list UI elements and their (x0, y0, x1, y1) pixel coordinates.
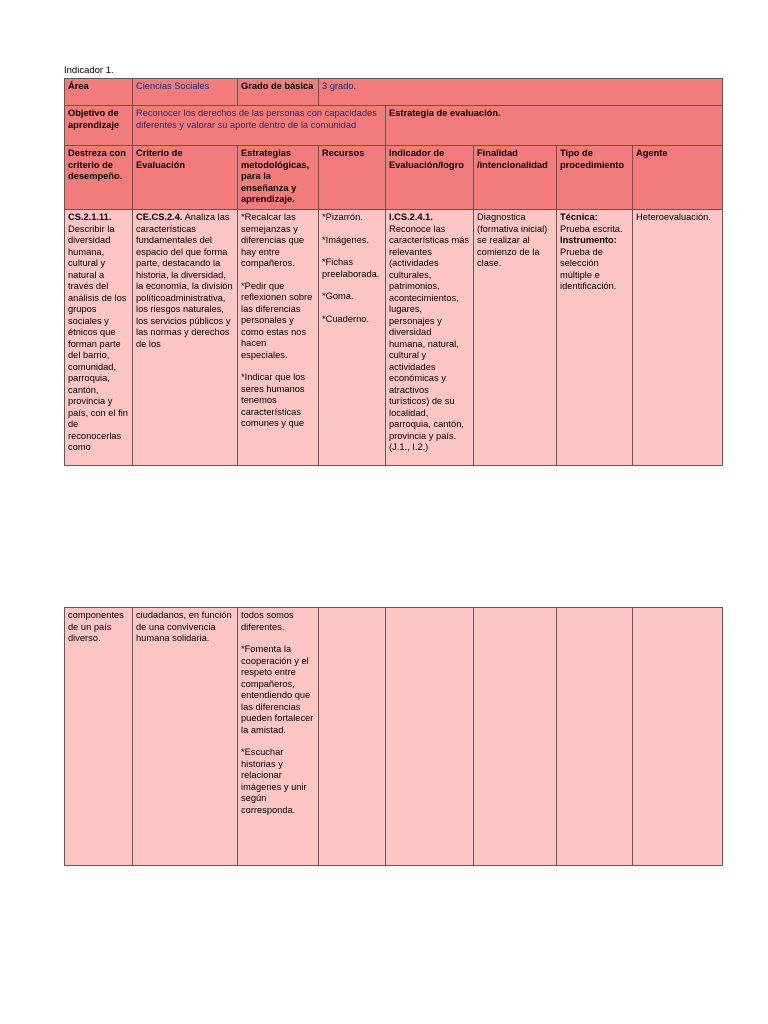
header-finalidad: Finalidad /intencionalidad (474, 146, 557, 210)
grade-value: 3 grado. (319, 79, 723, 106)
estrategia-item: *Escuchar historias y relacionar imágenes y unir según corresponda. (241, 747, 307, 815)
finalidad-cell: Diagnostica (formativa inicial) se realizar al comienzo de la clase. (474, 210, 557, 466)
instrumento-value: Prueba de selección múltiple e identificación. (560, 246, 617, 292)
header-destreza: Destreza con criterio de desempeño. (65, 146, 133, 210)
objective-label: Objetivo de aprendizaje (65, 106, 133, 146)
continuation-row (65, 608, 723, 866)
grade-label: Grado de básica (238, 79, 319, 106)
criterio-cell (133, 210, 238, 466)
tecnica-label: Técnica: (560, 212, 598, 222)
estrategias-continuation (238, 608, 319, 866)
estrategia-item: todos somos diferentes. (241, 610, 294, 632)
area-label: Área (65, 79, 133, 106)
destreza-cell (65, 210, 133, 466)
recurso-item: *Fichas preelaborada. (322, 257, 380, 279)
destreza-code: CS.2.1.11. (68, 212, 112, 222)
content-row (65, 210, 723, 466)
header-estrategias: Estrategias metodológicas, para la enseñanza y aprendizaje. (238, 146, 319, 210)
estrategia-item: *Recalcar las semejanzas y diferencias que hay entre compañeros. (241, 212, 305, 269)
recurso-item: *Imágenes. (322, 234, 370, 245)
planning-table-continuation (64, 607, 723, 866)
agente-cell: Heteroevaluación. (633, 210, 723, 466)
recursos-cell (319, 210, 386, 466)
tipo-procedimiento-cell (557, 210, 633, 466)
area-value: Ciencias Sociales (133, 79, 238, 106)
criterio-text: Analiza las características fundamentales del espacio del que forma parte, destacando la historia, la diversidad, la economía, la división políticoadministrativa, los riesgos naturales, los servicios públicos y las normas y derechos de los (136, 212, 233, 349)
instrumento-label: Instrumento: (560, 235, 617, 246)
criterio-code: CE.CS.2.4. (136, 212, 183, 222)
header-indicador: Indicador de Evaluación/logro (386, 146, 474, 210)
destreza-text: Describir la diversidad humana, cultural y natural a través del análisis de los grupos sociales y étnicos que forman parte del barrio, comunidad, parroquia, cantón, provincia y país, con el fin de reconocerlas como (68, 223, 128, 453)
indicador-text: Reconoce las características más relevantes (actividades culturales, patrimonios, acontecimientos, lugares, personajes y diversidad humana, natural, cultural y actividades económicas y atractivos turísticos) de su localidad, parroquia, cantón, provincia y país. (J.1., I.2.) (389, 223, 470, 453)
estrategia-item: *Indicar que los seres humanos tenemos características comunes y que (241, 372, 306, 429)
criterio-continuation: ciudadanos, en función de una convivencia humana solidaria. (133, 608, 238, 866)
empty-cell (319, 608, 386, 866)
recurso-item: *Goma. (322, 291, 354, 302)
empty-cell (633, 608, 723, 866)
tecnica-value: Prueba escrita. (560, 223, 623, 234)
indicator-caption: Indicador 1. (64, 65, 114, 76)
indicador-code: I.CS.2.4.1. (389, 212, 433, 222)
empty-cell (557, 608, 633, 866)
empty-cell (386, 608, 474, 866)
planning-table (64, 78, 723, 466)
recurso-item: *Cuaderno. (322, 313, 370, 324)
indicador-cell (386, 210, 474, 466)
header-tipo-procedimiento: Tipo de procedimiento (557, 146, 633, 210)
estrategia-item: *Pedir que reflexionen sobre las diferencias personales y como estas nos hacen especiales. (241, 280, 313, 360)
recurso-item: *Pizarrón. (322, 212, 363, 222)
header-agente: Agente (633, 146, 723, 210)
destreza-continuation: componentes de un país diverso. (65, 608, 133, 866)
estrategia-item: *Fomenta la cooperación y el respeto entre compañeros, entendiendo que las diferencias pueden fortalecer la amistad. (241, 644, 314, 735)
empty-cell (474, 608, 557, 866)
header-criterio: Criterio de Evaluación (133, 146, 238, 210)
evaluation-strategy-label: Estrategia de evaluación. (386, 106, 723, 146)
header-row (65, 146, 723, 210)
area-row (65, 79, 723, 106)
objective-value: Reconocer los derechos de las personas con capacidades diferentes y valorar su aporte dentro de la comunidad (133, 106, 386, 146)
header-recursos: Recursos (319, 146, 386, 210)
estrategias-cell (238, 210, 319, 466)
objective-row (65, 106, 723, 146)
